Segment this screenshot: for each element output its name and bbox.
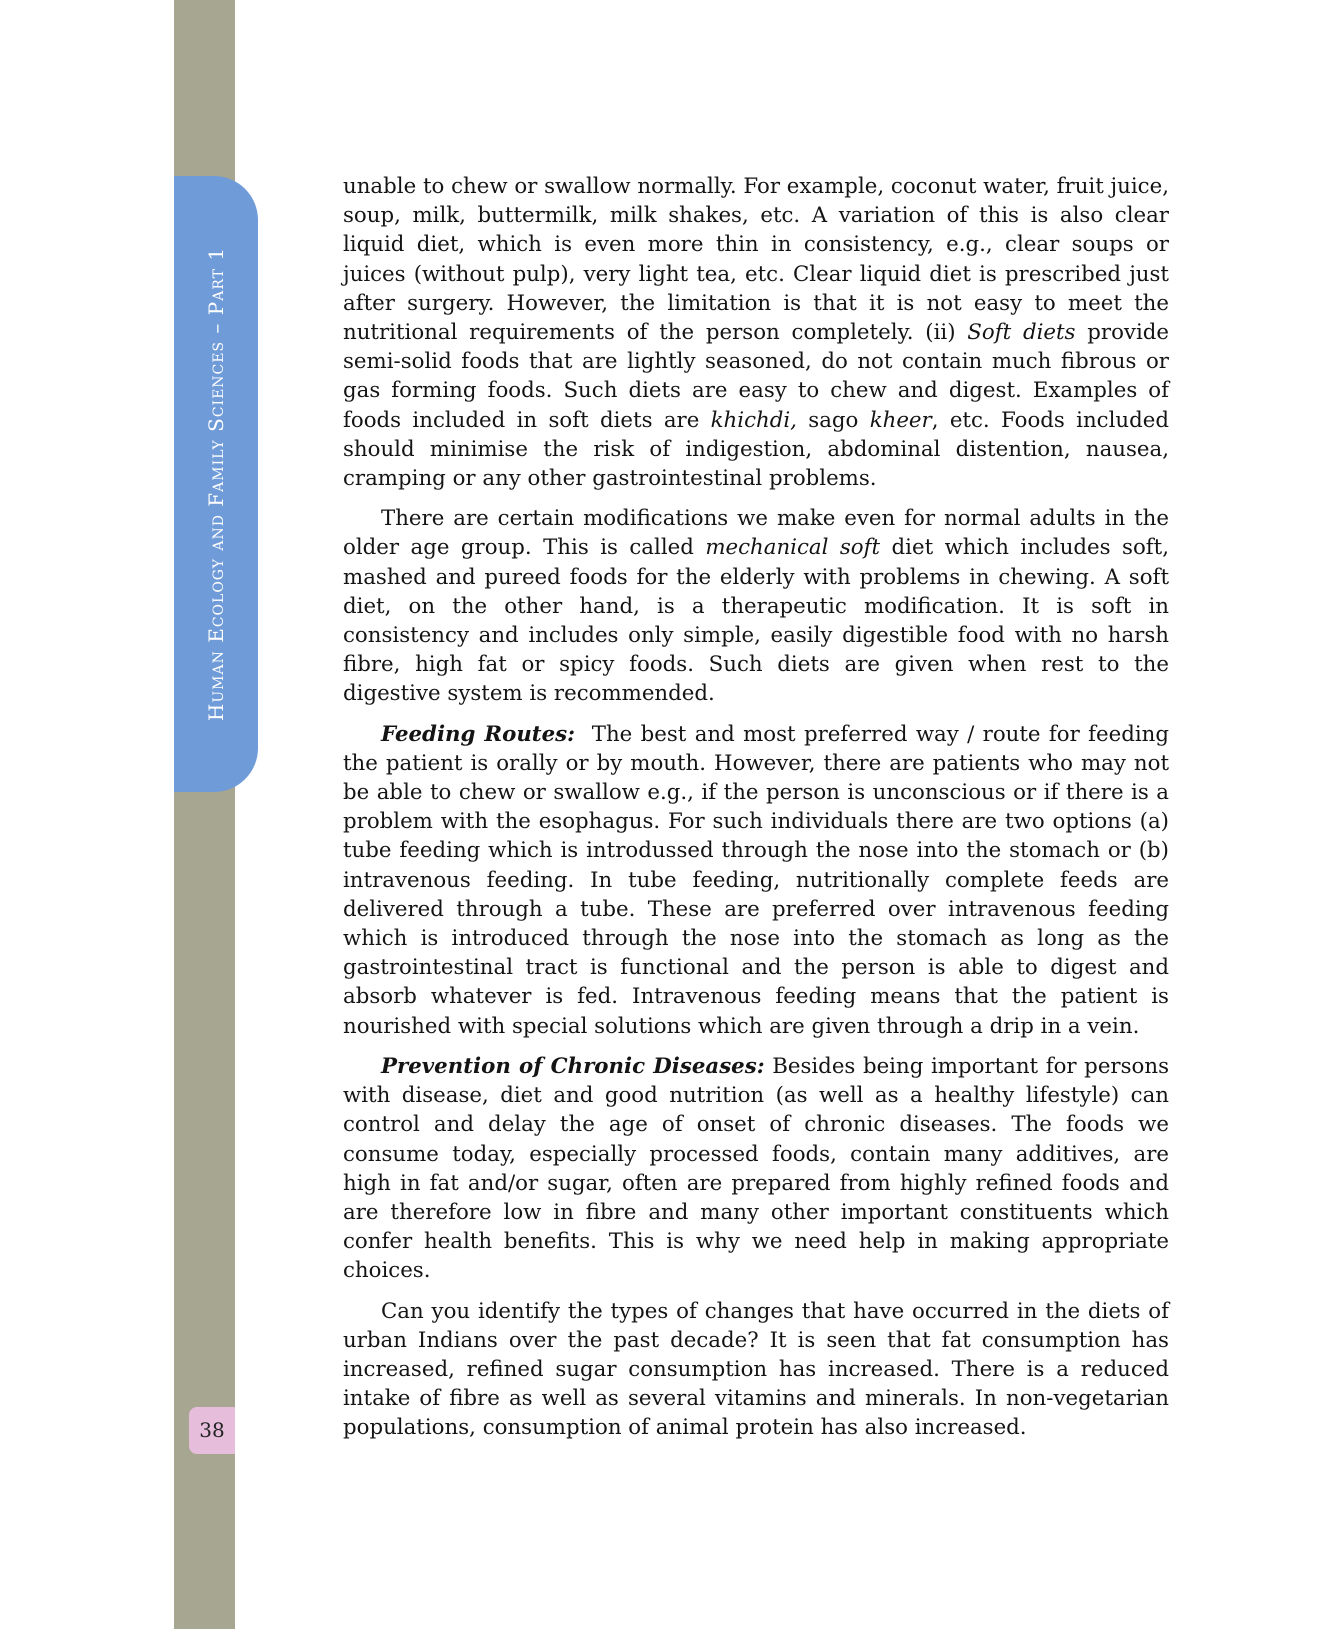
heading-chronic-diseases: Prevention of Chronic Diseases:: [381, 1053, 765, 1079]
page-number: 38: [199, 1418, 225, 1442]
main-text: [343, 172, 1176, 1454]
paragraph-mechanical-soft: There are certain modifications we make even for normal adults in the older age group. This is called mechanical soft diet which includes soft, mashed and pureed foods for the elderly with problems in chewing. A soft diet, on the other hand, is a therapeutic modification. It is soft in consistency and includes only simple, easily digestible food with no harsh fibre, high fat or spicy foods. Such diets are given when rest to the digestive system is recommended.: [343, 506, 1169, 707]
paragraph-feeding-routes: Feeding Routes: The best and most preferred way / route for feeding the patient is orally or by mouth. However, there are patients who may not be able to chew or swallow e.g., if the person is unconscious or if there is a problem with the esophagus. For such individuals there are two options (a) tube feeding which is introdussed through the nose into the stomach or (b) intravenous feeding. In tube feeding, nutritionally complete feeds are delivered through a tube. These are preferred over intravenous feeding which is introduced through the nose into the stomach as long as the gastrointestinal tract is functional and the person is able to digest and absorb whatever is fed. Intravenous feeding means that the patient is nourished with special solutions which are given through a drip in a vein.: [343, 721, 1176, 1039]
paragraph-chronic-diseases: Prevention of Chronic Diseases: Besides being important for persons with disease, diet and good nutrition (as well as a healthy lifestyle) can control and delay the age of onset of chronic diseases. The foods we consume today, especially processed foods, contain many additives, are high in fat and/or sugar, often are prepared from highly refined foods and are therefore low in fibre and many other important constituents which confer health benefits. This is why we need help in making appropriate choices.: [343, 1053, 1169, 1284]
page-number-tab: [189, 1407, 235, 1454]
heading-feeding-routes: Feeding Routes:: [381, 721, 576, 747]
paragraph-diet-changes: Can you identify the types of changes that have occurred in the diets of urban Indians over the past decade? It is seen that fat consumption has increased, refined sugar consumption has increased. There is a reduced intake of fibre as well as several vitamins and minerals. In non-vegetarian populations, consumption of animal protein has also increased.: [343, 1298, 1169, 1441]
paragraph-liquid-soft-diets: unable to chew or swallow normally. For example, coconut water, fruit juice, soup, milk, buttermilk, milk shakes, etc. A variation of this is also clear liquid diet, which is even more thin in consistency, e.g., clear soups or juices (without pulp), very light tea, etc. Clear liquid diet is prescribed just after surgery. However, the limitation is that it is not easy to meet the nutritional requirements of the person completely. (ii) Soft diets provide semi-solid foods that are lightly seasoned, do not contain much fibrous or gas forming foods. Such diets are easy to chew and digest. Examples of foods included in soft diets are khichdi, sago kheer, etc. Foods included should minimise the risk of indigestion, abdominal distention, nausea, cramping or any other gastrointestinal problems.: [343, 174, 1170, 492]
running-head: Human Ecology and Family Sciences – Part 1: [204, 246, 228, 722]
